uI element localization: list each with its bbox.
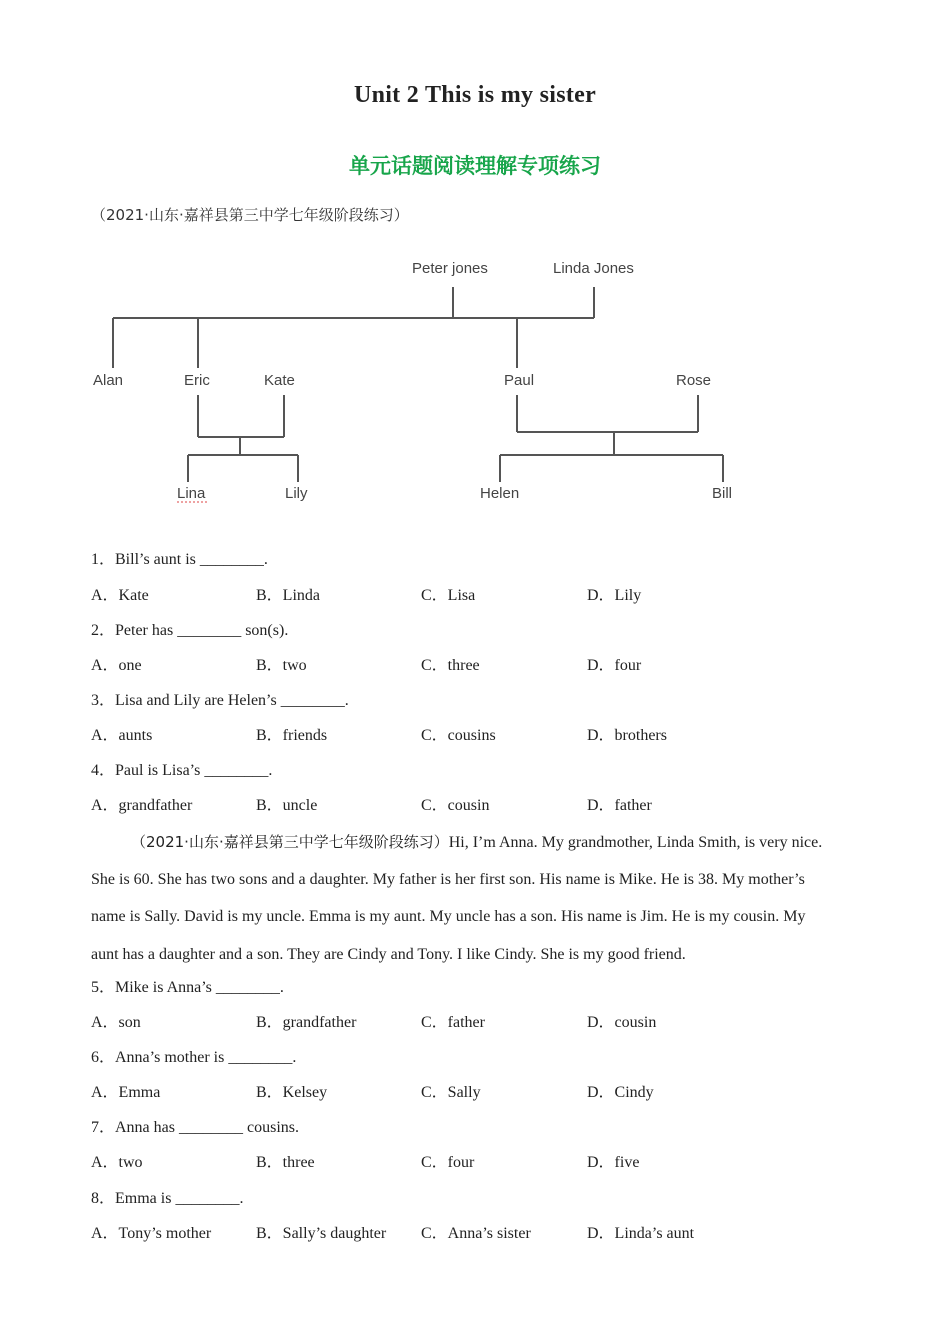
question-stem: 1．Bill’s aunt is ________. [91,551,268,568]
option-b[interactable]: B．Kelsey [256,1084,328,1101]
option-a[interactable]: A．aunts [91,727,153,744]
option-d[interactable]: D．cousin [587,1014,657,1031]
question-stem: 2．Peter has ________ son(s). [91,622,289,639]
option-a[interactable]: A．Emma [91,1084,161,1101]
option-d[interactable]: D．Cindy [587,1084,654,1101]
option-a[interactable]: A．Tony’s mother [91,1225,212,1242]
question-stem: 4．Paul is Lisa’s ________. [91,762,273,779]
option-b[interactable]: B．two [256,657,307,674]
option-d[interactable]: D．five [587,1154,640,1171]
question-stem: 6．Anna’s mother is ________. [91,1049,297,1066]
tree-node-paul: Paul [504,372,535,389]
option-d[interactable]: D．Linda’s aunt [587,1225,695,1242]
option-d[interactable]: D．four [587,657,642,674]
option-c[interactable]: C．father [421,1014,485,1031]
page-subtitle: 单元话题阅读理解专项练习 [349,154,601,178]
tree-node-rose: Rose [676,372,712,389]
option-c[interactable]: C．cousins [421,727,496,744]
option-b[interactable]: B．grandfather [256,1014,357,1031]
option-d[interactable]: D．father [587,797,652,814]
question-stem: 7．Anna has ________ cousins. [91,1119,299,1136]
tree-node-alan: Alan [93,372,124,389]
tree-node-eric: Eric [184,372,210,389]
option-c[interactable]: C．three [421,657,480,674]
question-stem: 5．Mike is Anna’s ________. [91,979,284,996]
tree-node-bill: Bill [712,485,733,502]
tree-node-lily: Lily [285,485,308,502]
reading-passage [91,824,836,973]
option-a[interactable]: A．two [91,1154,143,1171]
option-a[interactable]: A．grandfather [91,797,193,814]
option-c[interactable]: C．four [421,1154,475,1171]
option-d[interactable]: D．Lily [587,587,642,604]
question-stem: 3．Lisa and Lily are Helen’s ________. [91,692,349,709]
tree-node-helen: Helen [480,485,520,502]
option-a[interactable]: A．Kate [91,587,149,604]
option-b[interactable]: B．three [256,1154,315,1171]
option-b[interactable]: B．friends [256,727,328,744]
family-tree-diagram [0,0,950,520]
option-a[interactable]: A．one [91,657,142,674]
tree-node-peter: Peter jones [412,260,488,277]
option-c[interactable]: C．Anna’s sister [421,1225,531,1242]
tree-node-linda: Linda Jones [553,260,634,277]
option-c[interactable]: C．cousin [421,797,490,814]
option-a[interactable]: A．son [91,1014,141,1031]
section1-source: （2021·山东·嘉祥县第三中学七年级阶段练习） [91,206,409,224]
tree-node-lina: Lina [177,485,206,502]
passage-text: Hi, I’m Anna. My grandmother, Linda Smith, is very nice. She is 60. She has two sons and a daughter. My father is her first son. His name is Mike. He is 38. My mother’s name is Sally. David is my uncle. Emma is my aunt. My uncle has a son. His name is Jim. He is my cousin. My aunt has a daughter and a son. They are Cindy and Tony. I like Cindy. She is my good friend. [91,834,823,963]
option-d[interactable]: D．brothers [587,727,667,744]
option-b[interactable]: B．Linda [256,587,320,604]
option-c[interactable]: C．Sally [421,1084,481,1101]
option-b[interactable]: B．uncle [256,797,318,814]
option-c[interactable]: C．Lisa [421,587,476,604]
option-b[interactable]: B．Sally’s daughter [256,1225,387,1242]
section2-source: （2021·山东·嘉祥县第三中学七年级阶段练习） [131,833,449,851]
tree-node-kate: Kate [264,372,295,389]
question-stem: 8．Emma is ________. [91,1190,244,1207]
page-title: Unit 2 This is my sister [353,82,597,108]
